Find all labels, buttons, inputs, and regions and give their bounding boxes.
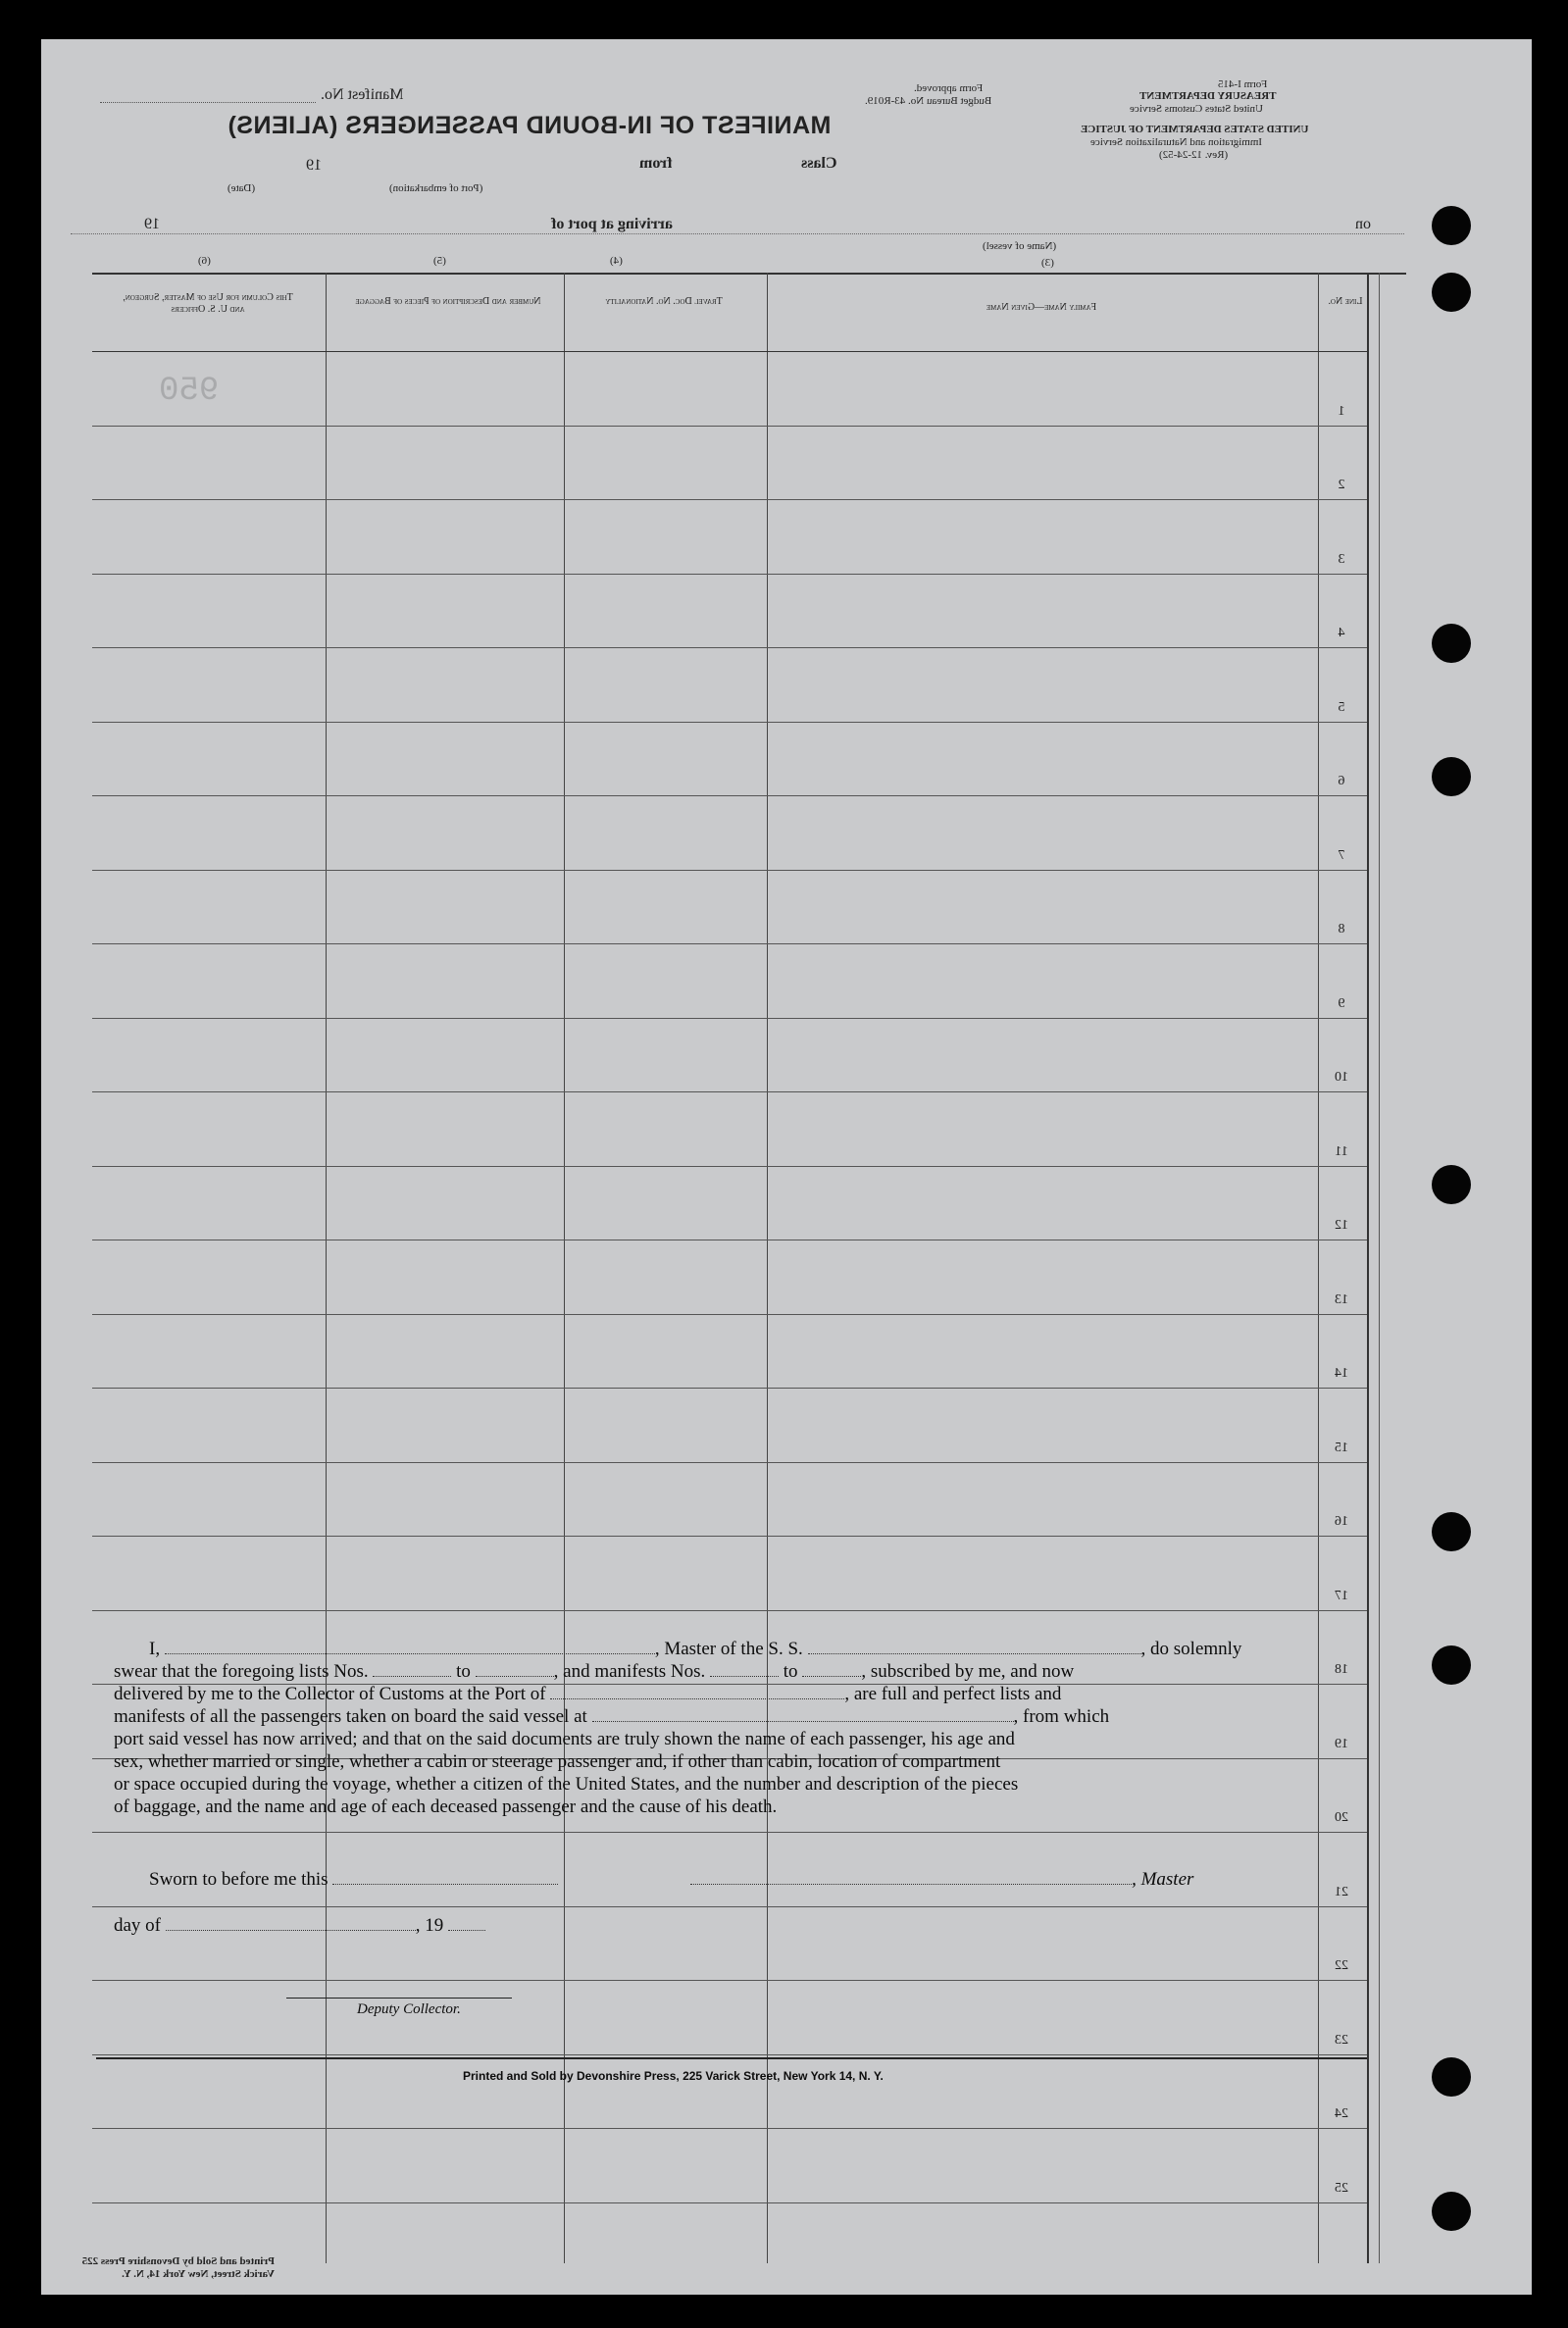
- line-number: 9: [1338, 995, 1345, 1011]
- arriving-label: arriving at port of: [551, 216, 673, 232]
- col-divider-4: [1318, 273, 1319, 2263]
- table-row-line: [92, 1832, 1367, 1833]
- table-row-line: [92, 2054, 1367, 2055]
- col-num-5: (5): [433, 255, 446, 267]
- oath-line-4: [114, 1705, 1418, 1728]
- oath-line-8: of baggage, and the name and age of each deceased passenger and the cause of his death.: [114, 1797, 778, 1817]
- line-number: 12: [1335, 1218, 1348, 1233]
- printer-divider: [96, 2057, 1367, 2059]
- day-of-field[interactable]: [166, 1914, 416, 1931]
- heading-bottom-line: [92, 351, 1367, 352]
- table-row-line: [92, 426, 1367, 427]
- port-field[interactable]: [550, 1683, 844, 1699]
- table-right-edge: [1367, 273, 1369, 2263]
- manifest-to-field[interactable]: [802, 1660, 861, 1677]
- manifest-sheet: [41, 39, 1532, 2295]
- oath-full-perfect: , are full and perfect lists and: [844, 1684, 1062, 1704]
- col-divider-3: [767, 273, 768, 2263]
- year-prefix-2: 19: [144, 216, 160, 232]
- col-num-3: (3): [1041, 257, 1054, 269]
- justice-department: UNITED STATES DEPARTMENT OF JUSTICE: [1081, 124, 1309, 135]
- oath-line-2: [114, 1660, 1418, 1683]
- heading-travel-doc: Travel Doc. No. Nationality: [605, 296, 723, 307]
- punch-hole-9: [1432, 2192, 1471, 2231]
- oath-i: I,: [149, 1639, 161, 1659]
- sworn-label: Sworn to before me this: [149, 1869, 329, 1890]
- table-row-line: [92, 2128, 1367, 2129]
- table-row-line: [92, 1980, 1367, 1981]
- from-label: from: [639, 155, 673, 172]
- line-number: 16: [1335, 1514, 1348, 1529]
- treasury-department: TREASURY DEPARTMENT: [1139, 90, 1277, 102]
- table-row-line: [92, 1166, 1367, 1167]
- master-label: , Master: [1132, 1869, 1194, 1890]
- line-number: 19: [1335, 1736, 1348, 1751]
- oath-line-7: or space occupied during the voyage, whether a citizen of the United States, and the number and description of the pieces: [114, 1774, 1019, 1795]
- line-number: 24: [1335, 2106, 1348, 2121]
- oath-line-5: port said vessel has now arrived; and that on the said documents are truly shown the name of each passenger, his age and: [114, 1729, 1015, 1749]
- col-divider-2: [564, 273, 565, 2263]
- oath-line-1: [114, 1638, 1418, 1660]
- punch-hole-8: [1432, 2057, 1471, 2097]
- port-caption: (Port of embarkation): [389, 182, 483, 194]
- table-row-line: [92, 870, 1367, 871]
- sworn-date-field[interactable]: [332, 1868, 558, 1885]
- table-row-line: [92, 499, 1367, 500]
- oath-manifests-all: manifests of all the passengers taken on board the said vessel at: [114, 1706, 587, 1727]
- col-divider-1: [326, 273, 327, 2263]
- punch-hole-6: [1432, 1512, 1471, 1551]
- manifest-no-line: [100, 102, 316, 104]
- line-number: 17: [1335, 1588, 1348, 1603]
- heading-family-name: Family Name—Given Name: [986, 302, 1097, 313]
- form-approved: Form approved.: [914, 82, 984, 94]
- line-number: 20: [1335, 1810, 1348, 1825]
- col-num-4: (4): [610, 255, 623, 267]
- budget-bureau: Budget Bureau No. 43-R019.: [865, 95, 992, 107]
- oath-manifests: , and manifests Nos.: [553, 1661, 706, 1682]
- oath-to-2: to: [783, 1661, 798, 1682]
- punch-hole-2: [1432, 273, 1471, 312]
- table-row-line: [92, 1018, 1367, 1019]
- oath-from-which: , from which: [1013, 1706, 1110, 1727]
- heading-officers-use: This Column for Use of Master, Surgeon, and U. S. Officers: [123, 292, 293, 315]
- master-signature-field[interactable]: [690, 1868, 1132, 1885]
- footer-printer-mirrored: Printed and Sold by Devonshire Press 225 Varick Street, New York 14, N. Y.: [81, 2255, 275, 2280]
- line-number: 6: [1338, 774, 1345, 788]
- punch-hole-3: [1432, 624, 1471, 663]
- immigration-service: Immigration and Naturalization Service: [1090, 136, 1263, 148]
- table-row-line: [92, 1091, 1367, 1092]
- line-number: 18: [1335, 1662, 1348, 1677]
- line-number: 2: [1338, 478, 1345, 492]
- heading-line-no: Line No.: [1328, 296, 1363, 307]
- oath-swear: swear that the foregoing lists Nos.: [114, 1661, 369, 1682]
- table-row-line: [92, 1388, 1367, 1389]
- line-number: 23: [1335, 2032, 1348, 2048]
- manifest-no-label: Manifest No.: [321, 86, 404, 103]
- embark-port-field[interactable]: [592, 1705, 1014, 1722]
- class-label: Class: [801, 155, 837, 172]
- line-number: 8: [1338, 922, 1345, 936]
- table-top-line: [92, 273, 1406, 275]
- date-caption: (Date): [228, 182, 256, 194]
- sworn-line: [114, 1868, 1418, 1891]
- form-number: Form I-415: [1218, 78, 1268, 90]
- bleed-mark: 950: [159, 373, 220, 410]
- line-number: 4: [1338, 626, 1345, 640]
- year-label: , 19: [415, 1915, 444, 1936]
- port-of-line: [71, 233, 1404, 235]
- punch-hole-1: [1432, 206, 1471, 245]
- table-row-line: [92, 574, 1367, 575]
- table-row-line: [92, 943, 1367, 944]
- line-number: 1: [1338, 403, 1345, 419]
- day-of-line: [114, 1914, 1418, 1937]
- table-row-line: [92, 1610, 1367, 1611]
- table-row-line: [92, 647, 1367, 648]
- oath-to-1: to: [456, 1661, 471, 1682]
- manifest-title: MANIFEST OF IN-BOUND PASSENGERS (ALIENS): [228, 112, 832, 139]
- oath-master-of-ss: , Master of the S. S.: [654, 1639, 803, 1659]
- day-of-label: day of: [114, 1915, 162, 1936]
- form-revision: (Rev. 12-24-52): [1159, 149, 1229, 161]
- oath-line-6: sex, whether married or single, whether a cabin or steerage passenger and, if other than cabin, location of compartment: [114, 1751, 1001, 1772]
- year-field[interactable]: [448, 1914, 485, 1931]
- line-number: 22: [1335, 1958, 1348, 1973]
- list-to-field[interactable]: [476, 1660, 554, 1677]
- line-number: 13: [1335, 1291, 1348, 1307]
- punch-hole-5: [1432, 1165, 1471, 1204]
- line-number: 5: [1338, 699, 1345, 715]
- oath-subscribed: , subscribed by me, and now: [861, 1661, 1075, 1682]
- table-row-line: [92, 722, 1367, 723]
- table-row-line: [92, 795, 1367, 796]
- line-number: 21: [1335, 1884, 1348, 1899]
- oath-do-solemnly: , do solemnly: [1140, 1639, 1242, 1659]
- on-label: on: [1355, 216, 1371, 232]
- table-row-line: [92, 1462, 1367, 1463]
- heading-baggage: Number and Description of Pieces of Baggage: [355, 296, 541, 307]
- line-number: 3: [1338, 551, 1345, 567]
- punch-hole-7: [1432, 1645, 1471, 1685]
- table-right-edge-2: [1379, 273, 1380, 2263]
- col-num-6: (6): [198, 255, 211, 267]
- printer-credit: Printed and Sold by Devonshire Press, 225 Varick Street, New York 14, N. Y.: [463, 2069, 884, 2083]
- table-row-line: [92, 1906, 1367, 1907]
- master-name-field[interactable]: [165, 1638, 655, 1654]
- line-number: 11: [1335, 1143, 1348, 1159]
- table-row-line: [92, 1314, 1367, 1315]
- customs-service: United States Customs Service: [1130, 103, 1263, 115]
- table-row-line: [92, 2202, 1367, 2203]
- line-number: 10: [1335, 1070, 1348, 1085]
- deputy-collector-label: Deputy Collector.: [357, 2001, 461, 2017]
- vessel-caption: (Name of vessel): [983, 240, 1057, 252]
- punch-hole-4: [1432, 757, 1471, 796]
- year-prefix: 19: [306, 157, 322, 174]
- line-number: 7: [1338, 847, 1345, 863]
- list-from-field[interactable]: [373, 1660, 451, 1677]
- line-number: 14: [1335, 1366, 1348, 1381]
- table-row-line: [92, 1536, 1367, 1537]
- line-number: 15: [1335, 1440, 1348, 1455]
- manifest-from-field[interactable]: [710, 1660, 779, 1677]
- oath-line-3: [114, 1683, 1418, 1705]
- oath-delivered: delivered by me to the Collector of Customs at the Port of: [114, 1684, 546, 1704]
- vessel-name-field[interactable]: [808, 1638, 1141, 1654]
- line-number: 25: [1335, 2180, 1348, 2196]
